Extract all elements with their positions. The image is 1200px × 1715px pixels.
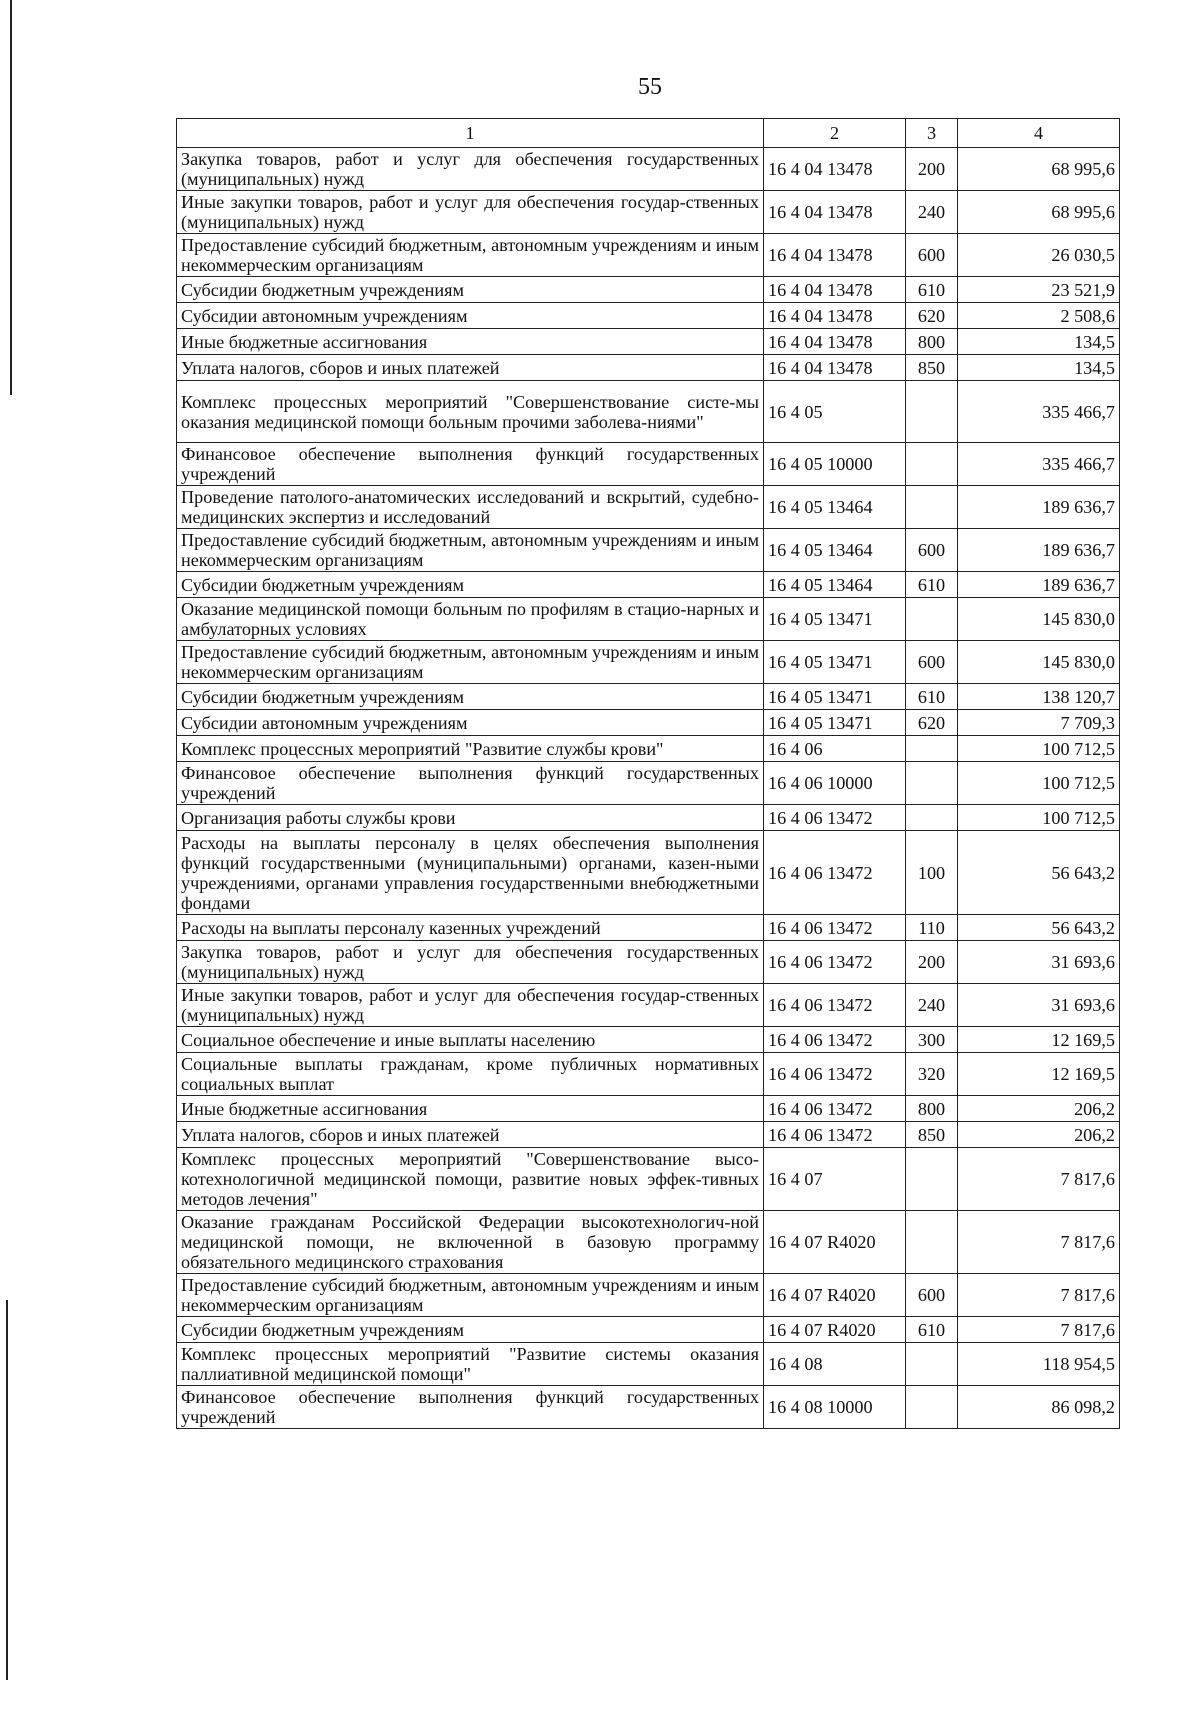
row-amount-cell: 7 817,6 [958,1317,1120,1343]
row-code-cell: 16 4 04 13478 [764,191,906,234]
budget-table [176,118,1120,1429]
row-code-cell: 16 4 06 13472 [764,1053,906,1096]
table-row [177,1122,1120,1148]
row-amount-cell: 206,2 [958,1122,1120,1148]
table-body [177,148,1120,1429]
row-name-cell: Субсидии бюджетным учреждениям [177,684,764,710]
row-amount-cell: 7 817,6 [958,1274,1120,1317]
table-row [177,1027,1120,1053]
row-code-cell: 16 4 07 [764,1148,906,1211]
page-number: 55 [638,74,662,100]
row-amount-cell: 31 693,6 [958,984,1120,1027]
table-row [177,941,1120,984]
row-name-cell: Предоставление субсидий бюджетным, автономным учреждениям и иным некоммерческим организациям [177,529,764,572]
table-row [177,684,1120,710]
row-amount-cell: 118 954,5 [958,1343,1120,1386]
row-type-cell: 240 [906,984,958,1027]
row-amount-cell: 56 643,2 [958,915,1120,941]
table-row [177,486,1120,529]
row-code-cell: 16 4 04 13478 [764,355,906,381]
row-code-cell: 16 4 05 10000 [764,443,906,486]
row-code-cell: 16 4 04 13478 [764,277,906,303]
row-amount-cell: 335 466,7 [958,443,1120,486]
table-row [177,329,1120,355]
table-row [177,1096,1120,1122]
row-name-cell: Комплекс процессных мероприятий "Развитие системы оказания паллиативной медицинской помощи" [177,1343,764,1386]
row-amount-cell: 7 709,3 [958,710,1120,736]
row-amount-cell: 68 995,6 [958,148,1120,191]
row-amount-cell: 189 636,7 [958,529,1120,572]
row-name-cell: Организация работы службы крови [177,805,764,831]
table-row [177,984,1120,1027]
row-name-cell: Субсидии бюджетным учреждениям [177,1317,764,1343]
row-type-cell: 620 [906,710,958,736]
row-type-cell: 610 [906,572,958,598]
row-code-cell: 16 4 07 R4020 [764,1211,906,1274]
row-amount-cell: 7 817,6 [958,1211,1120,1274]
row-type-cell: 610 [906,684,958,710]
row-type-cell: 600 [906,529,958,572]
row-code-cell: 16 4 06 13472 [764,831,906,915]
row-amount-cell: 100 712,5 [958,805,1120,831]
table-row [177,641,1120,684]
row-name-cell: Оказание медицинской помощи больным по профилям в стацио-нарных и амбулаторных условиях [177,598,764,641]
row-code-cell: 16 4 07 R4020 [764,1274,906,1317]
row-code-cell: 16 4 06 13472 [764,1027,906,1053]
column-header-type: 3 [906,119,958,148]
table-row [177,191,1120,234]
row-code-cell: 16 4 04 13478 [764,234,906,277]
row-type-cell [906,1148,958,1211]
table-row [177,443,1120,486]
row-code-cell: 16 4 06 13472 [764,1122,906,1148]
column-header-name: 1 [177,119,764,148]
column-header-amount: 4 [958,119,1120,148]
table-header [177,119,1120,148]
table-row [177,148,1120,191]
row-type-cell [906,762,958,805]
row-type-cell [906,486,958,529]
column-header-code: 2 [764,119,906,148]
row-code-cell: 16 4 06 13472 [764,941,906,984]
table-row [177,572,1120,598]
table-row [177,381,1120,443]
row-type-cell: 800 [906,329,958,355]
row-type-cell: 200 [906,148,958,191]
table-row [177,1274,1120,1317]
row-amount-cell: 145 830,0 [958,598,1120,641]
row-name-cell: Предоставление субсидий бюджетным, автономным учреждениям и иным некоммерческим организациям [177,641,764,684]
row-name-cell: Субсидии бюджетным учреждениям [177,572,764,598]
row-amount-cell: 31 693,6 [958,941,1120,984]
row-amount-cell: 12 169,5 [958,1053,1120,1096]
row-type-cell [906,1386,958,1429]
row-type-cell: 620 [906,303,958,329]
row-type-cell [906,1343,958,1386]
row-code-cell: 16 4 06 [764,736,906,762]
table-row [177,355,1120,381]
row-type-cell: 610 [906,277,958,303]
row-amount-cell: 56 643,2 [958,831,1120,915]
row-amount-cell: 100 712,5 [958,736,1120,762]
row-name-cell: Социальное обеспечение и иные выплаты населению [177,1027,764,1053]
row-type-cell [906,805,958,831]
row-name-cell: Финансовое обеспечение выполнения функций государственных учреждений [177,762,764,805]
row-name-cell: Комплекс процессных мероприятий "Развитие службы крови" [177,736,764,762]
table-row [177,598,1120,641]
row-code-cell: 16 4 07 R4020 [764,1317,906,1343]
table-row [177,915,1120,941]
table-row [177,277,1120,303]
row-name-cell: Уплата налогов, сборов и иных платежей [177,355,764,381]
row-code-cell: 16 4 06 13472 [764,1096,906,1122]
row-amount-cell: 23 521,9 [958,277,1120,303]
row-amount-cell: 335 466,7 [958,381,1120,443]
row-code-cell: 16 4 08 10000 [764,1386,906,1429]
row-code-cell: 16 4 05 13471 [764,684,906,710]
row-name-cell: Иные бюджетные ассигнования [177,1096,764,1122]
row-amount-cell: 138 120,7 [958,684,1120,710]
table-row [177,1317,1120,1343]
row-amount-cell: 134,5 [958,329,1120,355]
table-row [177,1211,1120,1274]
table-row [177,762,1120,805]
scan-edge-mark [6,1300,8,1680]
row-type-cell: 800 [906,1096,958,1122]
row-amount-cell: 134,5 [958,355,1120,381]
row-name-cell: Уплата налогов, сборов и иных платежей [177,1122,764,1148]
row-amount-cell: 189 636,7 [958,486,1120,529]
row-type-cell: 320 [906,1053,958,1096]
row-name-cell: Оказание гражданам Российской Федерации высокотехнологич-ной медицинской помощи, не включенной в базовую программу обязательного медицинского страхования [177,1211,764,1274]
table-row [177,234,1120,277]
table-row [177,529,1120,572]
row-name-cell: Иные закупки товаров, работ и услуг для обеспечения государ-ственных (муниципальных) нужд [177,191,764,234]
row-name-cell: Предоставление субсидий бюджетным, автономным учреждениям и иным некоммерческим организациям [177,234,764,277]
row-type-cell: 610 [906,1317,958,1343]
row-type-cell: 110 [906,915,958,941]
row-code-cell: 16 4 05 [764,381,906,443]
row-name-cell: Комплекс процессных мероприятий "Совершенствование систе-мы оказания медицинской помощи больным прочими заболева-ниями" [177,381,764,443]
row-type-cell [906,381,958,443]
row-amount-cell: 2 508,6 [958,303,1120,329]
row-amount-cell: 206,2 [958,1096,1120,1122]
row-type-cell: 600 [906,1274,958,1317]
row-name-cell: Закупка товаров, работ и услуг для обеспечения государственных (муниципальных) нужд [177,941,764,984]
row-name-cell: Финансовое обеспечение выполнения функций государственных учреждений [177,443,764,486]
row-type-cell [906,736,958,762]
row-amount-cell: 12 169,5 [958,1027,1120,1053]
row-amount-cell: 100 712,5 [958,762,1120,805]
row-code-cell: 16 4 08 [764,1343,906,1386]
row-type-cell [906,443,958,486]
row-name-cell: Комплекс процессных мероприятий "Совершенствование высо-котехнологичной медицинской помощи, развитие новых эффек-тивных методов лечения" [177,1148,764,1211]
row-code-cell: 16 4 06 13472 [764,805,906,831]
row-name-cell: Проведение патолого-анатомических исследований и вскрытий, судебно-медицинских экспертиз и исследований [177,486,764,529]
row-name-cell: Субсидии бюджетным учреждениям [177,277,764,303]
row-amount-cell: 189 636,7 [958,572,1120,598]
row-name-cell: Социальные выплаты гражданам, кроме публичных нормативных социальных выплат [177,1053,764,1096]
row-name-cell: Иные закупки товаров, работ и услуг для обеспечения государ-ственных (муниципальных) нужд [177,984,764,1027]
table-row [177,1343,1120,1386]
row-type-cell: 200 [906,941,958,984]
row-code-cell: 16 4 04 13478 [764,303,906,329]
row-code-cell: 16 4 05 13464 [764,486,906,529]
row-name-cell: Закупка товаров, работ и услуг для обеспечения государственных (муниципальных) нужд [177,148,764,191]
row-amount-cell: 86 098,2 [958,1386,1120,1429]
row-code-cell: 16 4 06 10000 [764,762,906,805]
row-type-cell: 850 [906,1122,958,1148]
table-row [177,831,1120,915]
row-type-cell: 100 [906,831,958,915]
row-code-cell: 16 4 05 13464 [764,529,906,572]
scan-edge-mark [10,0,12,395]
row-name-cell: Предоставление субсидий бюджетным, автономным учреждениям и иным некоммерческим организациям [177,1274,764,1317]
row-name-cell: Субсидии автономным учреждениям [177,303,764,329]
row-code-cell: 16 4 05 13471 [764,710,906,736]
table-row [177,1053,1120,1096]
row-amount-cell: 145 830,0 [958,641,1120,684]
table-row [177,303,1120,329]
row-code-cell: 16 4 06 13472 [764,984,906,1027]
row-type-cell: 600 [906,234,958,277]
row-code-cell: 16 4 05 13471 [764,598,906,641]
row-type-cell: 600 [906,641,958,684]
row-name-cell: Расходы на выплаты персоналу казенных учреждений [177,915,764,941]
row-type-cell [906,1211,958,1274]
row-code-cell: 16 4 05 13464 [764,572,906,598]
row-code-cell: 16 4 04 13478 [764,148,906,191]
table-row [177,710,1120,736]
row-name-cell: Расходы на выплаты персоналу в целях обеспечения выполнения функций государственными (муниципальными) органами, казен-ными учреждениями, органами управления государственными внебюджетными фондами [177,831,764,915]
row-name-cell: Финансовое обеспечение выполнения функций государственных учреждений [177,1386,764,1429]
table-row [177,1386,1120,1429]
row-name-cell: Иные бюджетные ассигнования [177,329,764,355]
row-amount-cell: 7 817,6 [958,1148,1120,1211]
table-row [177,1148,1120,1211]
row-type-cell: 300 [906,1027,958,1053]
row-code-cell: 16 4 04 13478 [764,329,906,355]
row-type-cell: 240 [906,191,958,234]
row-amount-cell: 26 030,5 [958,234,1120,277]
row-amount-cell: 68 995,6 [958,191,1120,234]
row-type-cell: 850 [906,355,958,381]
row-code-cell: 16 4 05 13471 [764,641,906,684]
row-name-cell: Субсидии автономным учреждениям [177,710,764,736]
row-code-cell: 16 4 06 13472 [764,915,906,941]
table-row [177,736,1120,762]
table-row [177,805,1120,831]
row-type-cell [906,598,958,641]
